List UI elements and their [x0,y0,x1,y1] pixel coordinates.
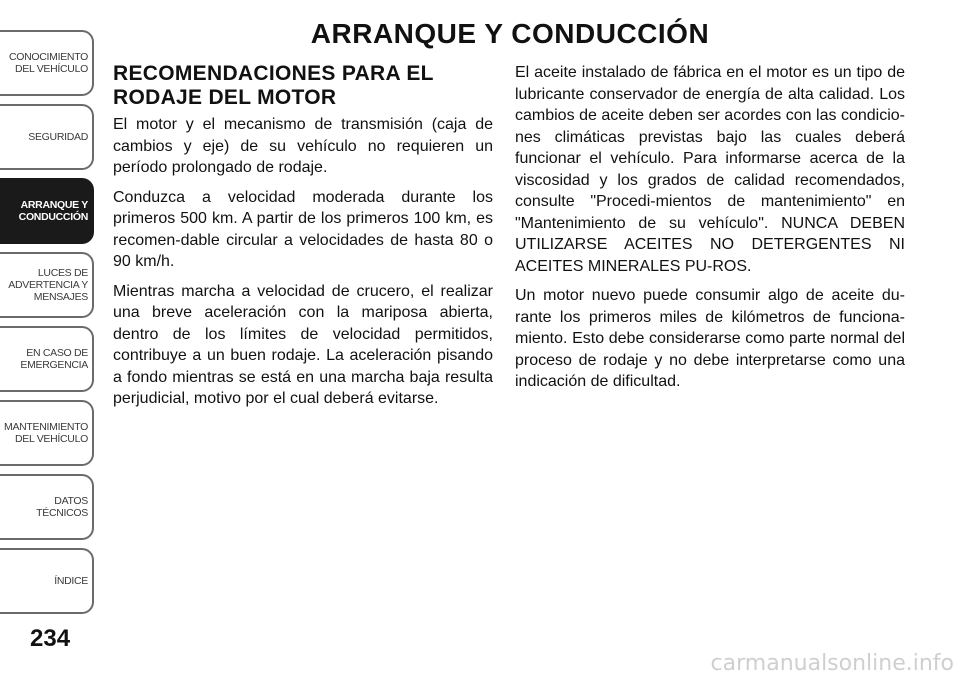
page-number: 234 [30,625,71,652]
tab-arranque[interactable]: ARRANQUE Y CONDUCCIÓN [0,178,94,244]
section-heading: RECOMENDACIONES PARA EL RODAJE DEL MOTOR [113,62,434,109]
tab-mantenimiento[interactable]: MANTENIMIENTO DEL VEHÍCULO [0,400,94,466]
paragraph: Mientras marcha a velocidad de crucero, el realizar una breve aceleración con la mariposa abierta, dentro de los límites de velocidad permitidos, contribuye a un buen rodaje. La aceleración pisando a fondo mientras se está en una marcha baja resulta perjudicial, motivo por el cual deberá evitarse. [113,282,493,407]
paragraph: El motor y el mecanismo de transmisión (caja de cambios y eje) de su vehículo no requieren un período prolongado de rodaje. [113,116,493,176]
left-column [113,62,493,418]
paragraph: Conduzca a velocidad moderada durante los primeros 500 km. A partir de los primeros 100 km, es recomen-dable circular a velocidades de hasta 80 o 90 km/h. [113,188,493,270]
paragraph: Un motor nuevo puede consumir algo de aceite du-rante los primeros miles de kilómetros de funciona-miento. Esto debe considerarse como parte normal del proceso de rodaje y no debe interpretarse como una indicación de dificultad. [515,287,905,390]
tab-conocimiento[interactable]: CONOCIMIENTO DEL VEHÍCULO [0,30,94,96]
tab-seguridad[interactable]: SEGURIDAD [0,104,94,170]
tab-indice[interactable]: ÍNDICE [0,548,94,614]
page-title: ARRANQUE Y CONDUCCIÓN [310,18,710,49]
paragraph: El aceite instalado de fábrica en el motor es un tipo de lubricante conservador de energía de alta calidad. Los cambios de aceite deben ser acordes con las condicio-nes climáticas previstas bajo las cuales deberá funcionar el vehículo. Para informarse acerca de la viscosidad y los grados de calidad recomendados, consulte "Procedi-mientos de mantenimiento" en "Mantenimiento de su vehículo". NUNCA DEBEN UTILIZARSE ACEITES NO DETERGENTES NI ACEITES MINERALES PU-ROS. [515,64,905,275]
tab-datos[interactable]: DATOS TÉCNICOS [0,474,94,540]
tab-luces[interactable]: LUCES DE ADVERTENCIA Y MENSAJES [0,252,94,318]
tab-emergencia[interactable]: EN CASO DE EMERGENCIA [0,326,94,392]
right-column [515,62,905,401]
watermark: carmanualsonline.info [710,651,954,676]
